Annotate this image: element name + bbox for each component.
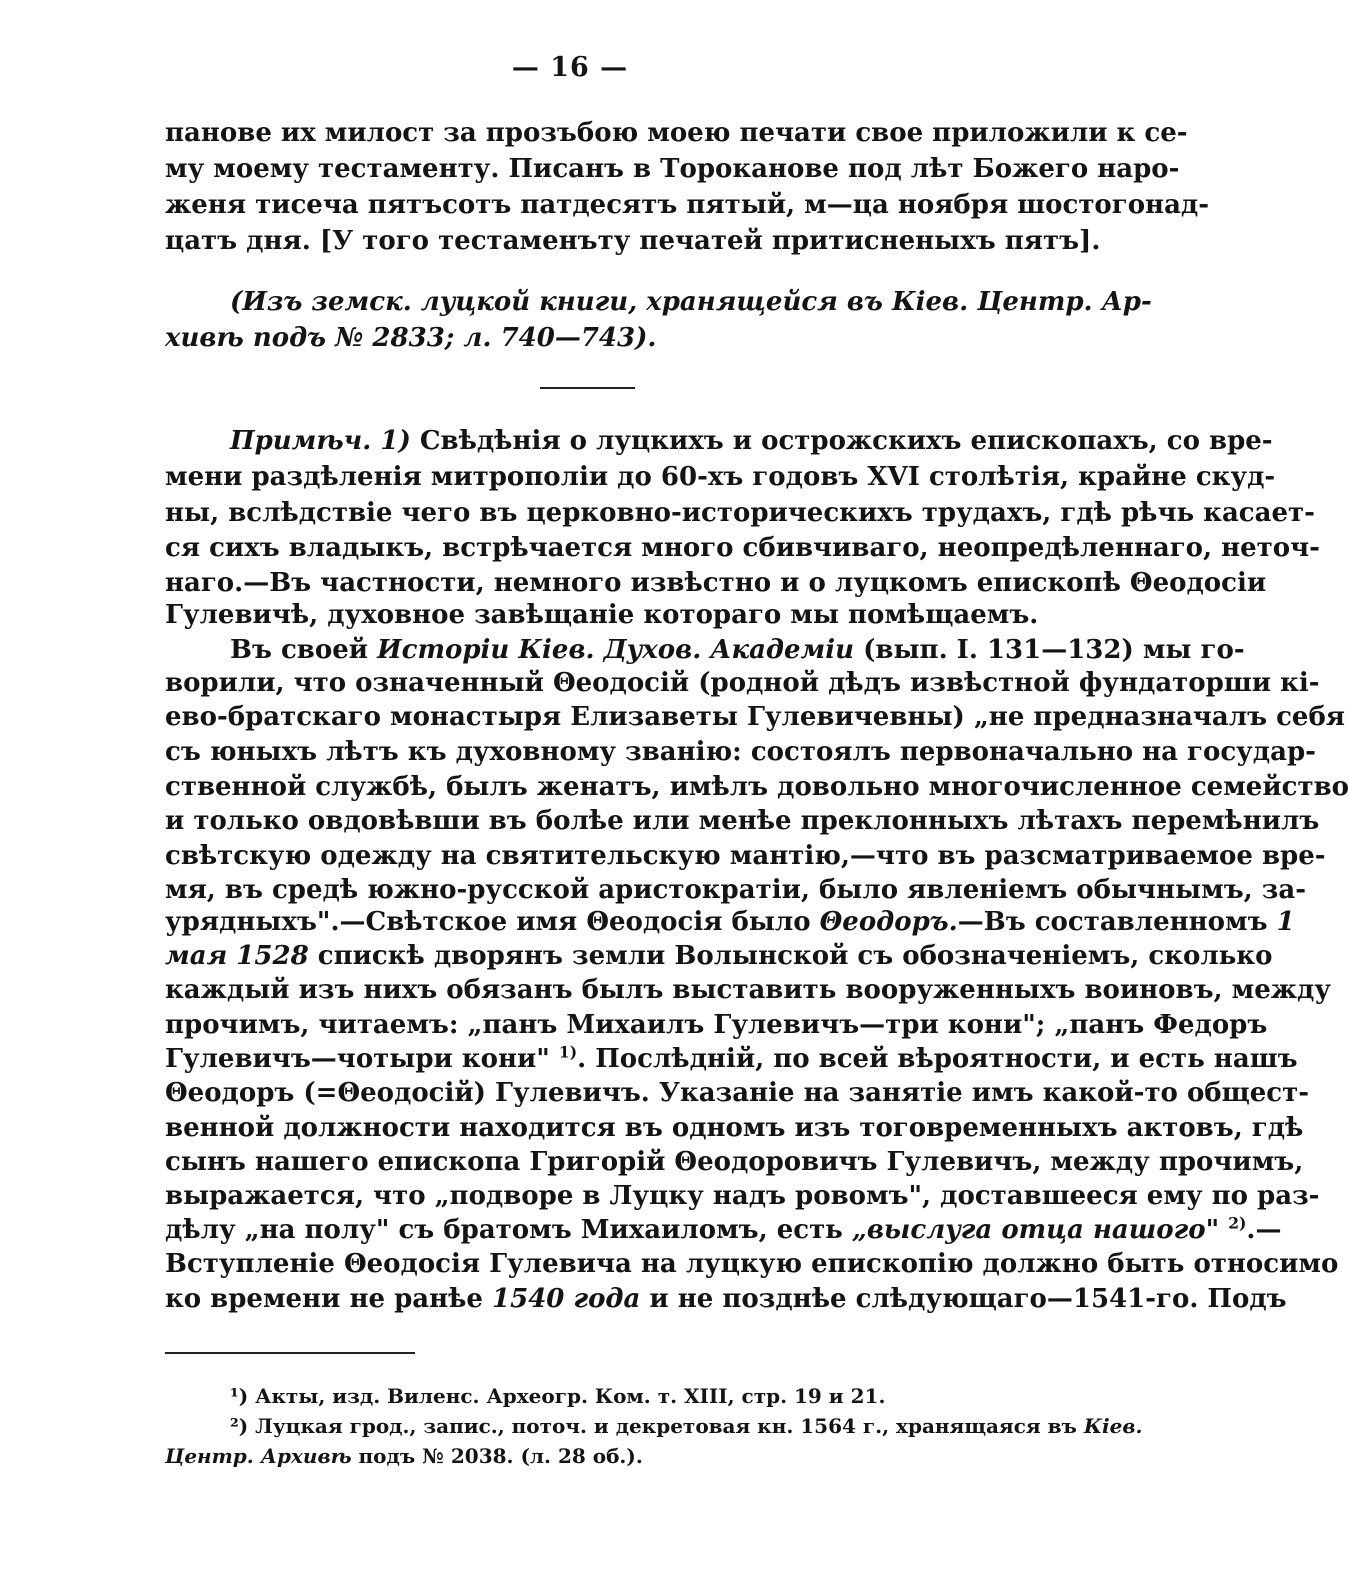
body-line: Вступленіе Θеодосія Гулевича на луцкую епископію должно быть относимо — [165, 1249, 1339, 1279]
text-line: цатъ дня. [У того тестаменъту печатей притисненыхъ пятъ]. — [165, 226, 1101, 256]
text-span: ²) Луцкая грод., запис., поточ. и декретовая кн. 1564 г., хранящаяся въ — [230, 1414, 1077, 1438]
body-line: и только овдовѣвши въ болѣе или менѣе преклонныхъ лѣтахъ перемѣнилъ — [165, 806, 1320, 836]
body-line — [165, 1213, 1282, 1246]
footnote-2 — [230, 1413, 1143, 1439]
text-span: 1 — [1276, 907, 1295, 937]
quoted-phrase: „выслуга отца нашого" — [851, 1215, 1220, 1245]
body-line: ственной службѣ, былъ женатъ, имѣлъ довольно многочисленное семейство — [165, 772, 1349, 802]
body-line: венной должности находится въ одномъ изъ тоговременныхъ актовъ, гдѣ — [165, 1113, 1304, 1143]
body-line — [165, 1042, 1298, 1075]
text-span: и не позднѣе слѣдующаго—1541-го. Подъ — [649, 1284, 1287, 1314]
note-line: наго.—Въ частности, немного извѣстно и о луцкомъ епископѣ Θеодосіи — [165, 568, 1267, 598]
note-text: Свѣдѣнія о луцкихъ и острожскихъ епископахъ, со вре- — [419, 426, 1273, 456]
body-line: сынъ нашего епископа Григорій Θеодоровичъ Гулевичъ, между прочимъ, — [165, 1147, 1304, 1177]
source-citation-line: хивѣ подъ № 2833; л. 740—743). — [165, 323, 657, 353]
text-span: Центр. Архивѣ — [165, 1444, 352, 1468]
note-line: ся сихъ владыкъ, встрѣчается много сбивчиваго, неопредѣленнаго, неточ- — [165, 533, 1320, 563]
note-line — [230, 425, 1273, 457]
text-line: женя тисеча пятъсотъ патдесятъ пятый, м—ца ноября шостогонад- — [165, 190, 1210, 220]
text-span: Въ своей — [230, 635, 369, 665]
footnote-2-cont — [165, 1443, 1010, 1469]
footnote-ref: 2) — [1228, 1213, 1247, 1233]
body-line: съ юныхъ лѣтъ къ духовному званію: состоялъ первоначально на государ- — [165, 737, 1316, 767]
text-span: . Послѣдній, по всей вѣроятности, и есть нашъ — [577, 1044, 1298, 1074]
footnote-1: ¹) Акты, изд. Виленс. Археогр. Ком. т. XIII, стр. 19 и 21. — [230, 1384, 886, 1408]
text-span: спискѣ дворянъ земли Волынской съ обозначеніемъ, сколько — [317, 941, 1273, 971]
body-line — [165, 940, 1273, 972]
text-span: (вып. I. 131—132) мы го- — [863, 635, 1245, 665]
body-line: ворили, что означенный Θеодосій (родной дѣдъ извѣстной фундаторши кі- — [165, 668, 1320, 698]
text-span: Θеодоръ. — [819, 907, 958, 937]
body-line: ево-братскаго монастыря Елизаветы Гулевичевны) „не предназначалъ себя — [165, 702, 1345, 732]
body-line: мя, въ средѣ южно-русской аристократіи, было явленіемъ обычнымъ, за- — [165, 875, 1307, 905]
body-line — [165, 1283, 1287, 1315]
text-span: дѣлу „на полу" съ братомъ Михаиломъ, есть — [165, 1215, 843, 1245]
body-line — [230, 634, 1245, 666]
body-line — [165, 906, 1295, 938]
body-line: прочимъ, читаемъ: „панъ Михаилъ Гулевичъ—три кони"; „панъ Федоръ — [165, 1010, 1268, 1040]
text-span: —Въ составленномъ — [957, 907, 1268, 937]
text-span: мая 1528 — [165, 941, 309, 971]
note-line: мени раздѣленія митрополіи до 60-хъ годовъ XVI столѣтія, крайне скуд- — [165, 462, 1276, 492]
note-line: Гулевичѣ, духовное завѣщаніе котораго мы помѣщаемъ. — [165, 600, 1039, 630]
page-number: — 16 — — [511, 52, 629, 83]
book-title: Исторіи Кіев. Духов. Академіи — [377, 635, 855, 665]
footnote-ref: 1) — [558, 1042, 578, 1062]
footnote-divider — [165, 1352, 415, 1354]
text-span: .— — [1246, 1215, 1282, 1245]
body-line: свѣтскую одежду на святительскую мантію,—что въ разсматриваемое вре- — [165, 841, 1326, 871]
body-line: выражается, что „подворе в Луцку надъ ровомъ", доставшееся ему по раз- — [165, 1181, 1320, 1211]
note-label: Примѣч. 1) — [230, 426, 411, 456]
text-span: 1540 года — [492, 1284, 641, 1314]
body-line: каждый изъ нихъ обязанъ былъ выставить вооруженныхъ воиновъ, между — [165, 975, 1331, 1005]
body-line: Θеодоръ (=Θеодосій) Гулевичъ. Указаніе на занятіе имъ какой-то общест- — [165, 1078, 1310, 1108]
section-divider — [540, 387, 635, 389]
note-line: ны, вслѣдствіе чего въ церковно-историческихъ трудахъ, гдѣ рѣчь касает- — [165, 498, 1315, 528]
text-line: панове их милост за прозъбою моею печати свое приложили к се- — [165, 118, 1188, 148]
text-span: подъ № 2038. (л. 28 об.). — [358, 1444, 643, 1468]
source-citation-line: (Изъ земск. луцкой книги, хранящейся въ Кіев. Центр. Ар- — [230, 287, 1152, 317]
text-span: урядныхъ".—Свѣтское имя Θеодосія было — [165, 907, 811, 937]
text-span: Гулевичъ—чотыри кони" — [165, 1044, 550, 1074]
text-span: ко времени не ранѣе — [165, 1284, 483, 1314]
text-line: му моему тестаменту. Писанъ в Тороканове под лѣт Божего наро- — [165, 154, 1180, 184]
text-span: Кіев. — [1083, 1414, 1143, 1438]
